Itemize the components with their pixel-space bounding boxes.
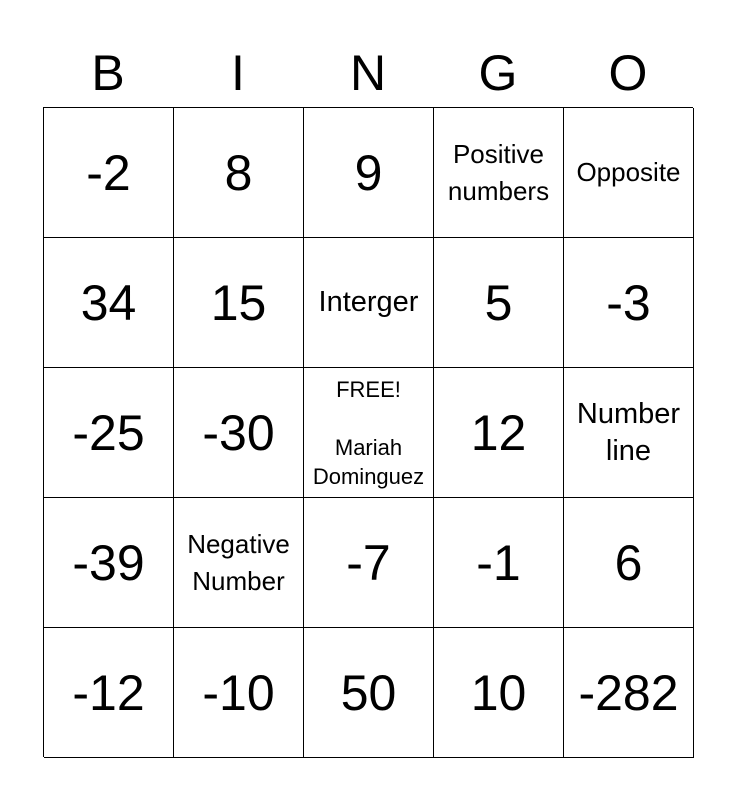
- cell-text: 50: [340, 664, 397, 721]
- bingo-cell[interactable]: [304, 628, 434, 758]
- cell-text: 12: [470, 404, 527, 461]
- bingo-cell[interactable]: [564, 238, 694, 368]
- cell-text: -1: [476, 534, 521, 591]
- cell-text: 5: [484, 274, 513, 331]
- cell-text: 9: [354, 144, 383, 201]
- cell-text: -2: [86, 144, 131, 201]
- bingo-cell[interactable]: [174, 238, 304, 368]
- cell-text: 10: [470, 664, 527, 721]
- cell-text: -30: [202, 404, 275, 461]
- header-letter-o: O: [608, 45, 648, 101]
- bingo-cell[interactable]: [304, 238, 434, 368]
- bingo-board: [43, 107, 693, 757]
- bingo-cell[interactable]: [174, 498, 304, 628]
- bingo-cell[interactable]: [174, 628, 304, 758]
- cell-text: -282: [578, 664, 679, 721]
- free-space-text: FREE! Mariah Dominguez: [312, 376, 425, 489]
- header-letter-n: N: [349, 45, 387, 101]
- cell-text: 34: [80, 274, 137, 331]
- bingo-cell[interactable]: [174, 368, 304, 498]
- bingo-cell[interactable]: [304, 498, 434, 628]
- cell-text: 8: [224, 144, 253, 201]
- bingo-cell[interactable]: [44, 628, 174, 758]
- bingo-cell[interactable]: [44, 238, 174, 368]
- cell-text: Number line: [576, 398, 681, 467]
- header-letter-g: G: [478, 45, 518, 101]
- bingo-header: [43, 42, 693, 104]
- bingo-cell[interactable]: [304, 108, 434, 238]
- free-space-cell[interactable]: [304, 368, 434, 498]
- cell-text: -25: [72, 404, 145, 461]
- cell-text: -39: [72, 534, 145, 591]
- cell-text: 6: [614, 534, 643, 591]
- bingo-cell[interactable]: [564, 498, 694, 628]
- bingo-cell[interactable]: [434, 368, 564, 498]
- cell-text: Positive numbers: [447, 139, 550, 206]
- header-letter-b: B: [91, 45, 125, 101]
- cell-text: -3: [606, 274, 651, 331]
- cell-text: Negative Number: [187, 529, 290, 596]
- bingo-cell[interactable]: [564, 368, 694, 498]
- bingo-cell[interactable]: [174, 108, 304, 238]
- cell-text: -10: [202, 664, 275, 721]
- bingo-cell[interactable]: [434, 628, 564, 758]
- cell-text: Opposite: [576, 157, 681, 188]
- header-letter-i: I: [231, 45, 245, 101]
- bingo-cell[interactable]: [44, 368, 174, 498]
- cell-text: -12: [72, 664, 145, 721]
- bingo-cell[interactable]: [434, 238, 564, 368]
- cell-text: -7: [346, 534, 391, 591]
- bingo-cell[interactable]: [434, 108, 564, 238]
- bingo-cell[interactable]: [564, 628, 694, 758]
- cell-text: 15: [210, 274, 267, 331]
- bingo-cell[interactable]: [434, 498, 564, 628]
- bingo-cell[interactable]: [44, 498, 174, 628]
- cell-text: Interger: [318, 286, 419, 319]
- bingo-cell[interactable]: [44, 108, 174, 238]
- bingo-cell[interactable]: [564, 108, 694, 238]
